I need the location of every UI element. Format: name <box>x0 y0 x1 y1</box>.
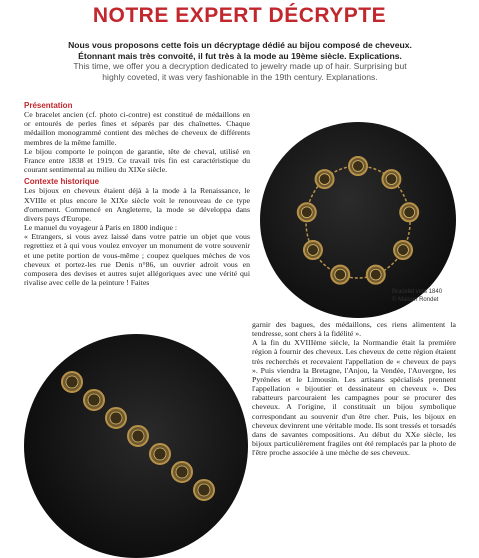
presentation-paragraph-1: Ce bracelet ancien (cf. photo ci-contre) est constitué de médaillons en or entourés de perles fines et séparés par des chaînettes. Chaque médaillon monogrammé contient des mèches de cheveux de différents membres de la même famille. <box>24 110 250 147</box>
medallion-7 <box>304 241 322 259</box>
context-paragraph-1: Les bijoux en cheveux étaient déjà à la mode à la Renaissance, le XVIIIe et plus encore le XIXe siècle voit le renouveau de ce type d'ornement. Commencé en Angleterre, la mode se développa dans divers pays d'Europe. <box>24 186 250 223</box>
intro-block <box>40 40 440 82</box>
medallion-2 <box>382 170 400 188</box>
medallion-5 <box>367 266 385 284</box>
chain-medallion-1 <box>62 372 82 392</box>
photo-caption <box>392 289 472 304</box>
right-column <box>252 320 456 457</box>
chain-medallion-4 <box>128 426 148 446</box>
intro-fr-line-2: Étonnant mais très convoité, il fut très à la mode au 19ème siècle. Explications. <box>78 50 402 61</box>
medallion-1 <box>349 157 367 175</box>
medallion-6 <box>331 266 349 284</box>
chain-medallion-6 <box>172 462 192 482</box>
chain-medallion-7 <box>194 480 214 500</box>
left-column <box>24 101 250 287</box>
page-title: NOTRE EXPERT DÉCRYPTE <box>92 4 387 27</box>
context-heading: Contexte historique <box>24 177 100 187</box>
chain-medallion-2 <box>84 390 104 410</box>
context-quote: « Etrangers, si vous avez laissé dans votre patrie un objet que vous regrettiez et à qui vous voulez envoyer un monument de votre souvenir et une petite portion de vous-même ; coupez quelques mèches de vos cheveux et portez-les rue Denis n°86, un ouvrier adroit vous en composera des devises et autres sujet allégoriques avec une vérité qui rivalise avec celle de la peinture ! Faites <box>24 232 250 287</box>
medallion-3 <box>400 203 418 221</box>
intro-en-line-2: highly coveted, it was very fashionable in the 19th century. Explanations. <box>102 71 378 82</box>
continuation-paragraph-2: A la fin du XVIIIème siècle, la Normandie était la première région à fournir des cheveux. Les cheveux de cette région étaient très recherchés et recevaient l'appellation de « cheveux de pays ». Puis viendra la Bretagne, l'Anjou, la Vendée, l'Auvergne, les Pyrénées et le Limousin. Les artisans spécialisés prennent l'appellation « bijoutier et dessinateur en cheveux ». Des rabatteurs parcouraient les campagnes pour se procurer des cheveux. A l'origine, il constituait un bijou symbolique correspondant au souvenir d'un être cher. Puis, les bijoux en cheveux devinrent une véritable mode. Ils sont tressés et torsadés dans de savantes compositions. Au début du XXe siècle, les bijoux particulièrement fragiles ont été remplacés par la photo de l'être proche associée à une mèche de ses cheveux. <box>252 338 456 458</box>
photo-caption-credit: © Maison Rondet <box>392 296 439 303</box>
intro-en-line-1: This time, we offer you a decryption dedicated to jewelry made up of hair. Surprising but <box>73 61 407 71</box>
context-paragraph-2: Le manuel du voyageur à Paris en 1800 indique : <box>24 223 178 233</box>
presentation-heading: Présentation <box>24 101 73 110</box>
medallion-8 <box>298 203 316 221</box>
chain-medallion-5 <box>150 444 170 464</box>
medallion-9 <box>316 170 334 188</box>
bracelet-chain-illustration <box>24 334 248 558</box>
continuation-paragraph-1: garnir des bagues, des médaillons, ces riens alimentent la tendresse, sont chers à la fidélité ». <box>252 320 456 339</box>
chain-medallion-3 <box>106 408 126 428</box>
presentation-paragraph-2: Le bijou comporte le poinçon de garantie, tête de cheval, utilisé en France entre 1838 et 1919. Ce travail très fin est caractéristique du courant sentimental au milieu du XIXe siècle. <box>24 146 250 175</box>
bracelet-photo-bottom <box>24 334 248 558</box>
photo-caption-title: Bracelet vers 1840 <box>392 289 443 295</box>
medallion-4 <box>394 241 412 259</box>
intro-fr-line-1: Nous vous proposons cette fois un décryptage dédié au bijou composé de cheveux. <box>68 40 412 50</box>
